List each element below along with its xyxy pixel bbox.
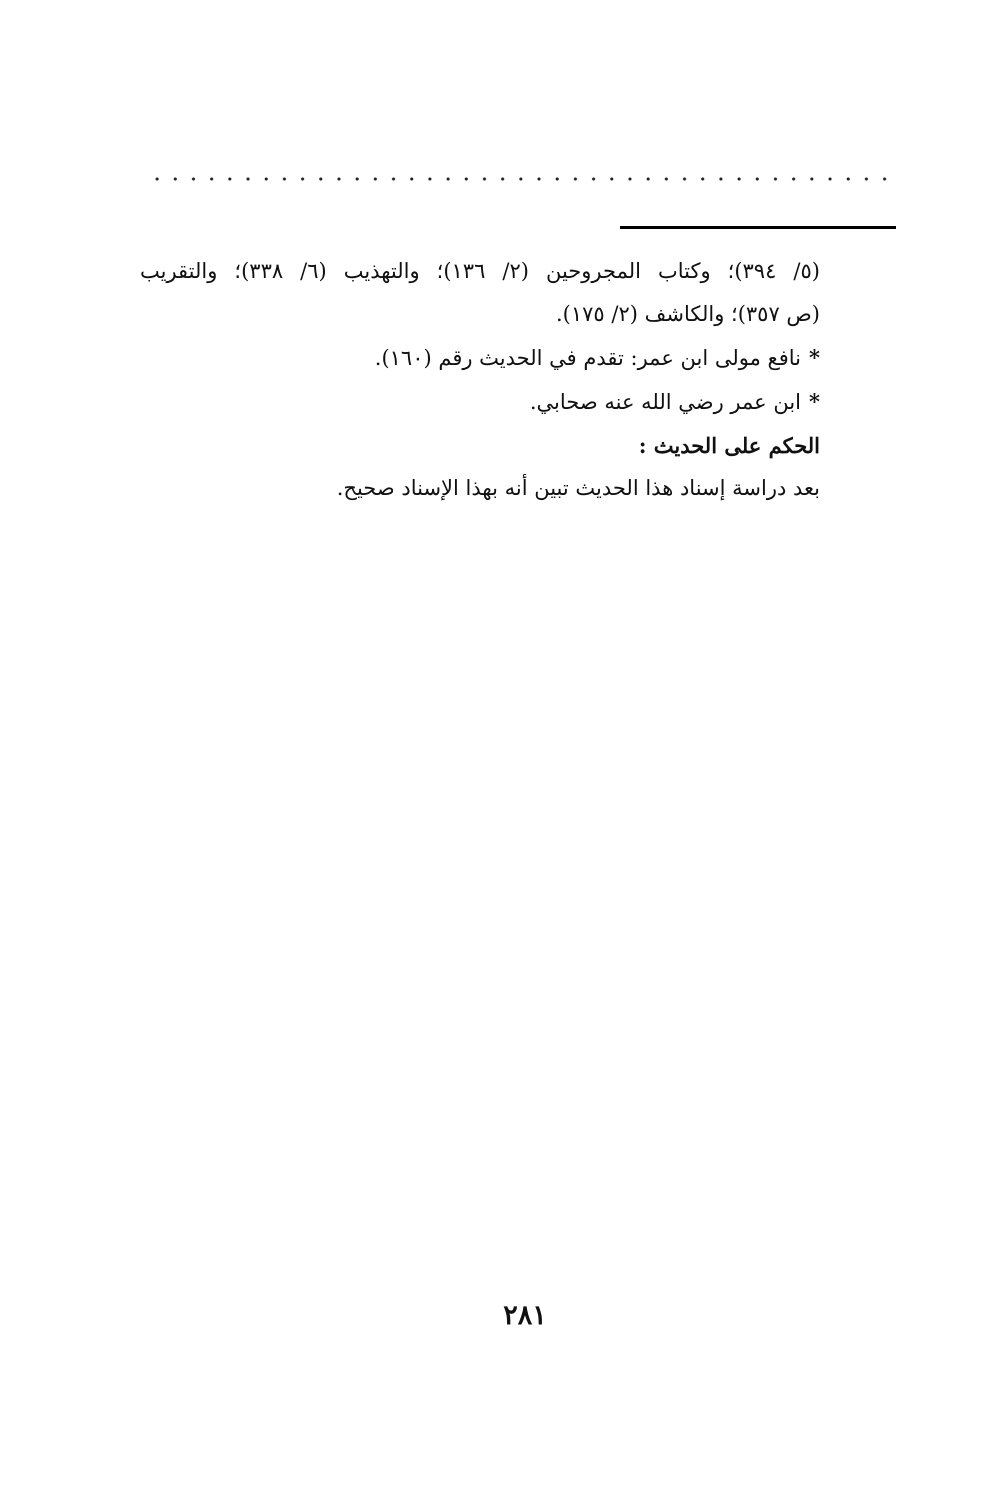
bullet-text: نافع مولى ابن عمر: تقدم في الحديث رقم (١٦٠). [374, 346, 802, 370]
dotted-separator [148, 172, 895, 186]
page-number: ٢٨١ [503, 1300, 547, 1331]
bullet-item-nafi [140, 336, 820, 380]
section-heading: الحكم على الحديث : [638, 433, 820, 458]
bullet-item-ibn-umar [140, 380, 820, 424]
page-content [140, 250, 820, 510]
footnote-line-2: (ص ٣٥٧)؛ والكاشف (٢/ ١٧٥). [556, 302, 820, 326]
footnote-line-1: (٥/ ٣٩٤)؛ وكتاب المجروحين (٢/ ١٣٦)؛ والتهذيب (٦/ ٣٣٨)؛ والتقريب [140, 259, 820, 283]
bullet-text: ابن عمر رضي الله عنه صحابي. [529, 390, 802, 414]
bullet-marker: * [809, 345, 820, 370]
section-body: بعد دراسة إسناد هذا الحديث تبين أنه بهذا الإسناد صحيح. [336, 476, 820, 500]
bullet-marker: * [809, 389, 820, 414]
footnote-rule [620, 226, 896, 229]
